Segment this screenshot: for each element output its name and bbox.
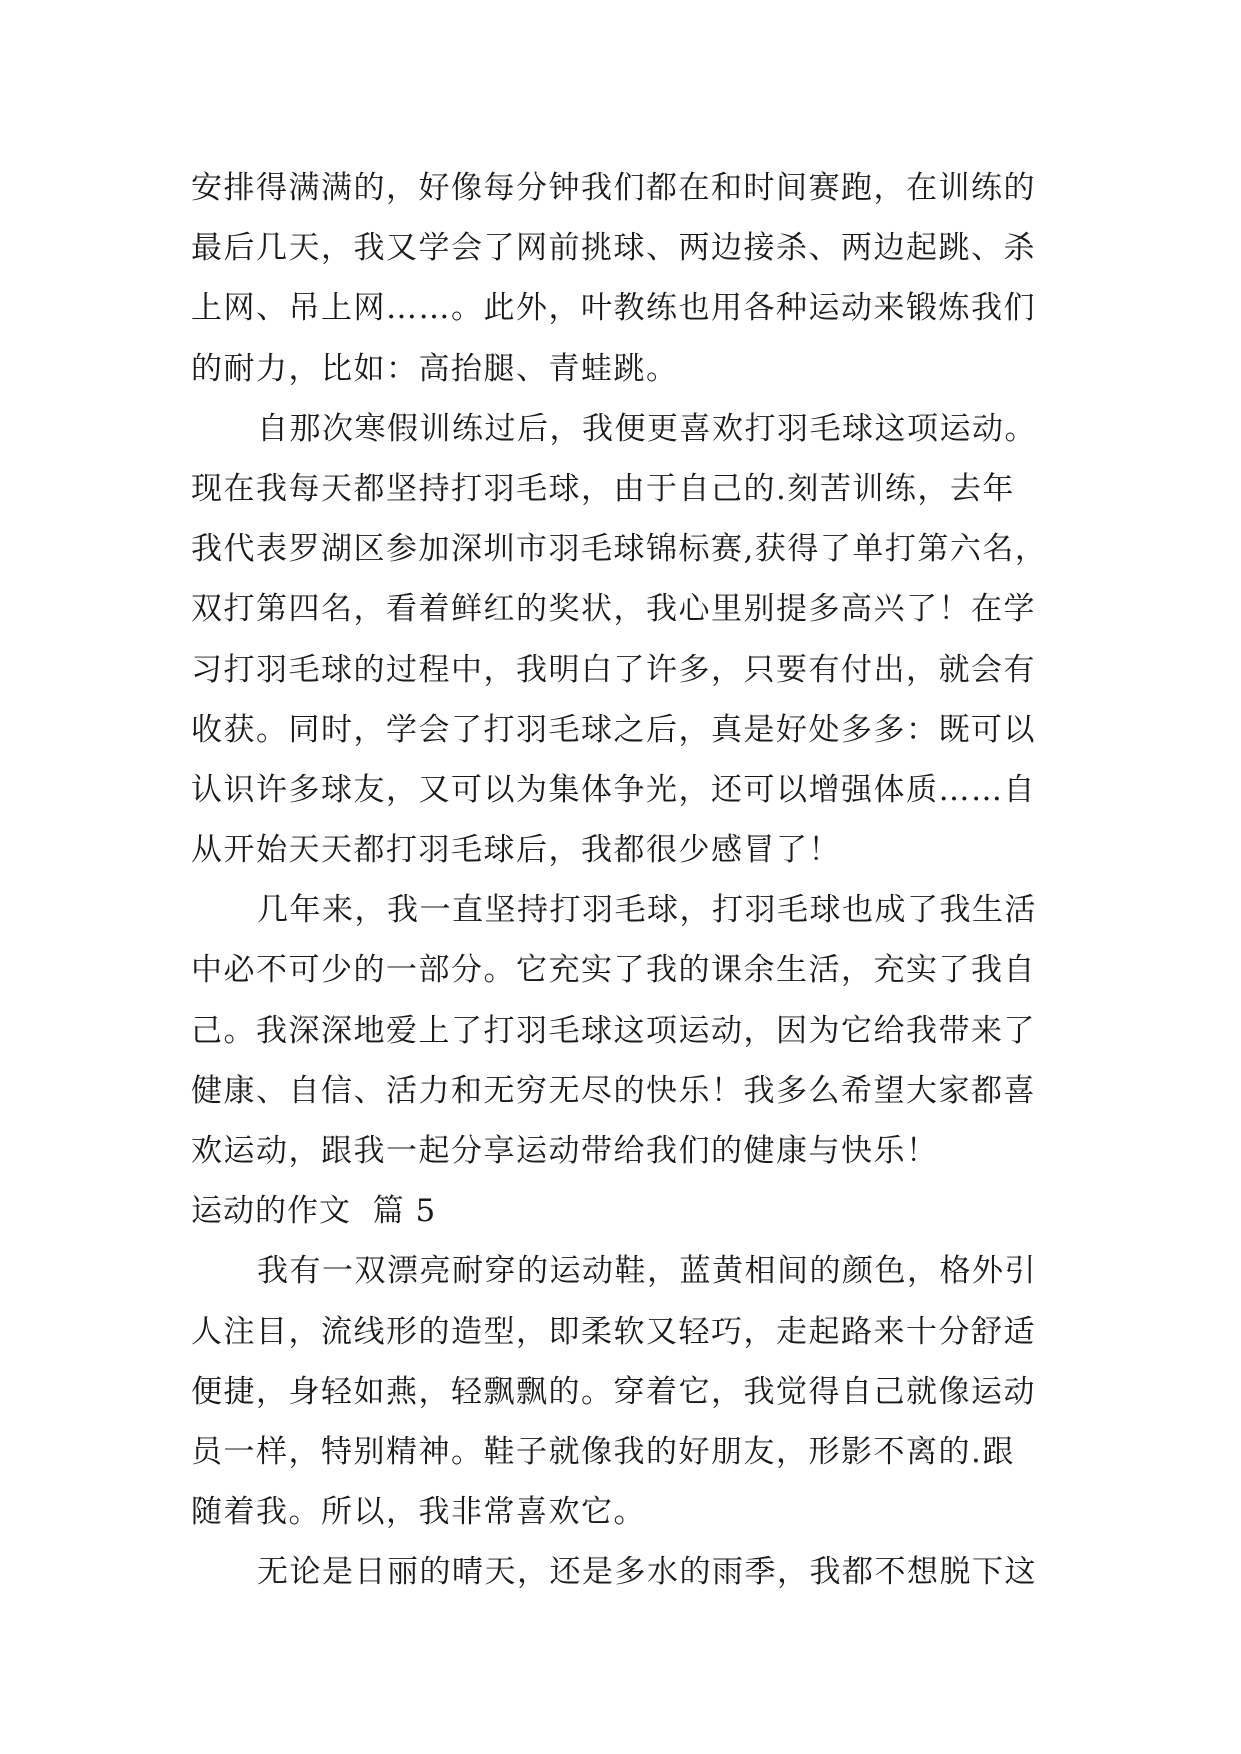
paragraph-line: 收获。同时，学会了打羽毛球之后，真是好处多多：既可以 (191, 711, 1036, 748)
paragraph-first-line: 我有一双漂亮耐穿的运动鞋，蓝黄相间的颜色，格外引 (257, 1253, 1037, 1290)
paragraph-line: 中必不可少的一部分。它充实了我的课余生活，充实了我自 (191, 952, 1036, 989)
paragraph-line: 人注目，流线形的造型，即柔软又轻巧，走起路来十分舒适 (191, 1313, 1036, 1350)
paragraph-line: 从开始天天都打羽毛球后，我都很少感冒了！ (191, 832, 841, 869)
paragraph-line: 便捷，身轻如燕，轻飘飘的。穿着它，我觉得自己就像运动 (191, 1373, 1036, 1410)
paragraph-first-line: 几年来，我一直坚持打羽毛球，打羽毛球也成了我生活 (257, 892, 1037, 929)
paragraph-line: 上网、吊上网……。此外，叶教练也用各种运动来锻炼我们 (191, 290, 1036, 327)
paragraph-line: 习打羽毛球的过程中，我明白了许多，只要有付出，就会有 (191, 651, 1036, 688)
paragraph-line: 健康、自信、活力和无穷无尽的快乐！我多么希望大家都喜 (191, 1072, 1036, 1109)
paragraph-line: 现在我每天都坚持打羽毛球，由于自己的.刻苦训练，去年 (191, 470, 1015, 507)
paragraph-line: 己。我深深地爱上了打羽毛球这项运动，因为它给我带来了 (191, 1012, 1036, 1049)
paragraph-line: 随着我。所以，我非常喜欢它。 (191, 1494, 646, 1531)
paragraph-line: 员一样，特别精神。鞋子就像我的好朋友，形影不离的.跟 (191, 1433, 1015, 1470)
paragraph-first-line: 自那次寒假训练过后，我便更喜欢打羽毛球这项运动。 (257, 410, 1037, 447)
paragraph-line: 认识许多球友，又可以为集体争光，还可以增强体质……自 (191, 771, 1036, 808)
paragraph-line: 双打第四名，看着鲜红的奖状，我心里别提多高兴了！在学 (191, 591, 1036, 628)
essay-body (191, 158, 1061, 1603)
paragraph-first-line: 无论是日丽的晴天，还是多水的雨季，我都不想脱下这 (257, 1554, 1037, 1591)
paragraph-line: 我代表罗湖区参加深圳市羽毛球锦标赛,获得了单打第六名， (191, 531, 1048, 568)
paragraph-line: 的耐力，比如：高抬腿、青蛙跳。 (191, 350, 679, 387)
paragraph-line: 欢运动，跟我一起分享运动带给我们的健康与快乐！ (191, 1133, 939, 1169)
paragraph-line: 安排得满满的，好像每分钟我们都在和时间赛跑，在训练的 (191, 170, 1036, 206)
paragraph-line: 最后几天，我又学会了网前挑球、两边接杀、两边起跳、杀 (191, 230, 1036, 267)
section-heading: 运动的作文 篇 5 (191, 1193, 437, 1230)
